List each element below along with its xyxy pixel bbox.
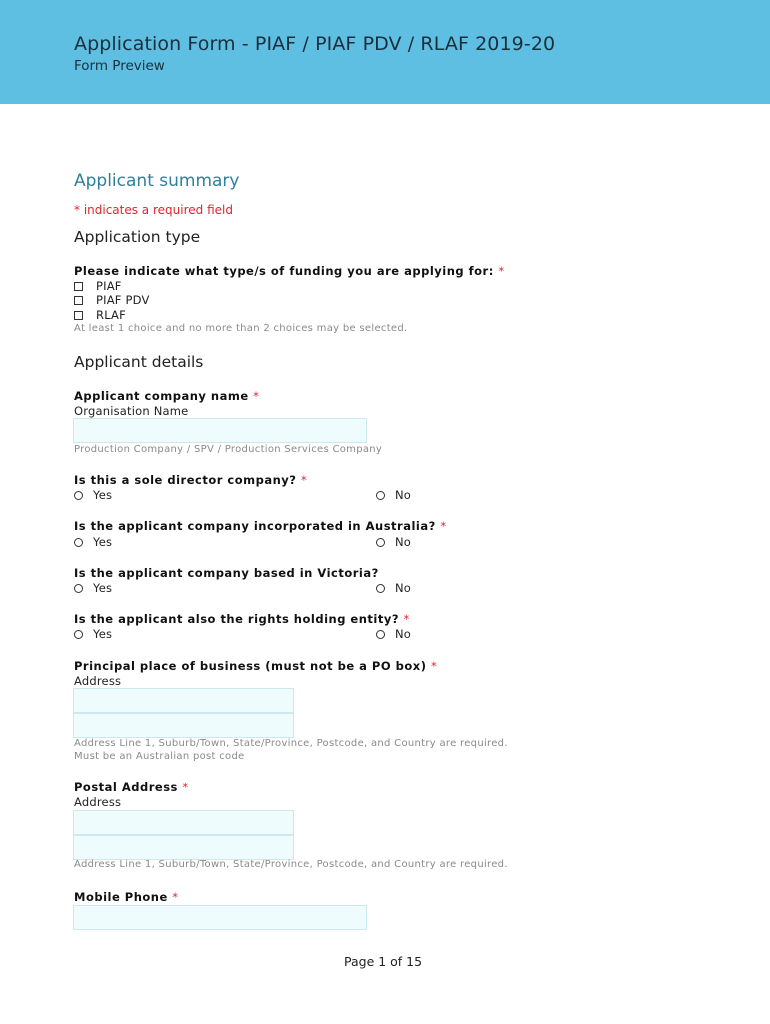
radio-button[interactable] <box>74 584 83 593</box>
checkbox-label: RLAF <box>96 308 126 322</box>
required-star: * <box>440 519 447 533</box>
rights-holding-question <box>74 612 410 626</box>
radio-button[interactable] <box>74 538 83 547</box>
form-header <box>0 0 770 104</box>
radio-button[interactable] <box>376 584 385 593</box>
principal-address-line1-input[interactable] <box>73 688 294 713</box>
applicant-details-heading: Applicant details <box>74 353 204 371</box>
required-star: * <box>172 890 179 904</box>
mobile-phone-label: Mobile Phone <box>74 890 168 904</box>
application-type-heading: Application type <box>74 228 201 246</box>
radio-yes[interactable] <box>74 488 112 502</box>
postal-address-line1-input[interactable] <box>73 810 294 835</box>
question-label: Is the applicant company incorporated in Australia? <box>74 519 436 533</box>
required-star: * <box>498 264 505 278</box>
organisation-name-hint: Production Company / SPV / Production Services Company <box>74 444 383 455</box>
principal-address-label: Address <box>74 674 122 688</box>
checkbox-label: PIAF PDV <box>96 293 150 307</box>
radio-label: Yes <box>93 581 113 595</box>
postal-address-line2-input[interactable] <box>73 835 294 860</box>
radio-label: No <box>395 488 412 502</box>
radio-button[interactable] <box>376 630 385 639</box>
question-label: Is this a sole director company? <box>74 473 297 487</box>
required-star: * <box>403 612 410 626</box>
based-victoria-question <box>74 566 379 580</box>
required-star: * <box>182 780 189 794</box>
radio-no[interactable] <box>376 627 411 641</box>
checkbox-option-rlaf[interactable] <box>74 308 126 322</box>
radio-label: Yes <box>93 627 113 641</box>
company-name-question <box>74 389 259 403</box>
radio-label: No <box>395 535 412 549</box>
question-label: Is the applicant company based in Victoria? <box>74 566 379 580</box>
principal-address-line2-input[interactable] <box>73 713 294 738</box>
funding-type-hint: At least 1 choice and no more than 2 choices may be selected. <box>74 323 408 334</box>
required-star: * <box>430 659 438 673</box>
postal-address-question <box>74 780 189 794</box>
postal-address-hint: Address Line 1, Suburb/Town, State/Province, Postcode, and Country are required. <box>74 859 508 870</box>
radio-no[interactable] <box>376 535 411 549</box>
required-note: * indicates a required field <box>74 203 233 217</box>
required-star: * <box>253 389 260 403</box>
radio-button[interactable] <box>74 491 83 500</box>
funding-type-label: Please indicate what type/s of funding you are applying for: <box>74 264 494 278</box>
section-title: Applicant summary <box>74 171 240 191</box>
principal-place-label: Principal place of business (must not be a PO box) <box>74 659 427 673</box>
principal-address-hint: Address Line 1, Suburb/Town, State/Province, Postcode, and Country are required. <box>74 738 508 749</box>
company-name-label: Applicant company name <box>74 389 249 403</box>
radio-button[interactable] <box>74 630 83 639</box>
checkbox-option-piaf-pdv[interactable] <box>74 293 150 307</box>
radio-label: Yes <box>93 488 113 502</box>
organisation-name-label: Organisation Name <box>74 404 189 418</box>
checkbox-option-piaf[interactable] <box>74 279 122 293</box>
postal-address-label: Postal Address <box>74 780 178 794</box>
australian-postcode-hint: Must be an Australian post code <box>74 751 245 762</box>
form-subtitle: Form Preview <box>74 58 165 74</box>
radio-button[interactable] <box>376 538 385 547</box>
checkbox-label: PIAF <box>96 279 122 293</box>
radio-label: No <box>395 627 412 641</box>
radio-button[interactable] <box>376 491 385 500</box>
question-label: Is the applicant also the rights holding entity? <box>74 612 400 626</box>
sole-director-question <box>74 473 307 487</box>
funding-type-question <box>74 264 505 278</box>
radio-yes[interactable] <box>74 581 112 595</box>
mobile-phone-question <box>74 890 179 904</box>
radio-label: Yes <box>93 535 113 549</box>
radio-yes[interactable] <box>74 535 112 549</box>
mobile-phone-input[interactable] <box>73 905 367 930</box>
radio-no[interactable] <box>376 488 411 502</box>
checkbox[interactable] <box>74 311 83 320</box>
required-star: * <box>300 473 308 487</box>
checkbox[interactable] <box>74 296 83 305</box>
form-title: Application Form - PIAF / PIAF PDV / RLAF 2019-20 <box>74 33 556 55</box>
organisation-name-input[interactable] <box>73 418 367 443</box>
incorporated-australia-question <box>74 519 447 533</box>
principal-place-question <box>74 659 437 673</box>
page-number: Page 1 of 15 <box>344 954 423 969</box>
checkbox[interactable] <box>74 282 83 291</box>
postal-address-sublabel: Address <box>74 795 122 809</box>
radio-yes[interactable] <box>74 627 112 641</box>
radio-label: No <box>395 581 412 595</box>
radio-no[interactable] <box>376 581 411 595</box>
